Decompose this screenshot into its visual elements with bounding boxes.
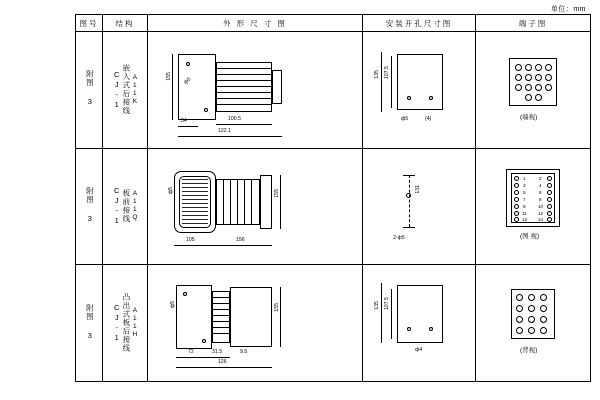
hole-icon-2a bbox=[406, 193, 411, 198]
terminal-view-label-1: (端视) bbox=[520, 114, 538, 121]
fig-no-label-1: 附图 3 bbox=[85, 70, 95, 108]
fin-block-3 bbox=[212, 291, 230, 343]
outline-dim-155-1: 155 bbox=[166, 72, 172, 81]
structure-cell-1 bbox=[103, 32, 148, 149]
hole-dim-131-2: 131 bbox=[415, 184, 421, 194]
dim-line-vert-1 bbox=[172, 54, 173, 120]
terminal-dot bbox=[535, 74, 542, 81]
outline-cell-2 bbox=[148, 148, 363, 265]
fig-no-label-2: 附图 3 bbox=[85, 186, 95, 224]
outline-cell-3 bbox=[148, 265, 363, 382]
terminal-dot bbox=[545, 64, 552, 71]
front-plate-outline-3 bbox=[176, 285, 212, 349]
body-rib-1e bbox=[216, 92, 272, 93]
hole-drawing-2 bbox=[363, 149, 475, 265]
terminal-dot bbox=[547, 176, 552, 181]
fin-3b bbox=[212, 303, 230, 304]
outline-dim-95-3: 9.5 bbox=[240, 349, 248, 356]
hole-dim-phi5-1: ф5 bbox=[401, 116, 409, 122]
structure-desc-1: 嵌入式后接线 bbox=[121, 64, 131, 116]
terminal-dot bbox=[514, 204, 519, 209]
hole-top-mark-2 bbox=[403, 175, 415, 176]
body-rib-2a bbox=[223, 179, 224, 225]
dim-line-1221-1 bbox=[178, 136, 282, 137]
terminal-number: 2 bbox=[539, 175, 542, 181]
outline-dim-phi5-2: ф5 bbox=[168, 186, 174, 194]
body-rib-1g bbox=[216, 104, 272, 105]
dim-line-105-2 bbox=[174, 245, 216, 246]
spec-table bbox=[75, 14, 591, 382]
hole-dim-qty-1: (4) bbox=[425, 116, 432, 122]
body-rib-2e bbox=[251, 179, 252, 225]
hole-cell-1 bbox=[363, 32, 476, 149]
fig-no-cell-3 bbox=[76, 265, 103, 382]
hole-dim-135-1: 135 bbox=[374, 70, 380, 79]
body-outline-3 bbox=[230, 287, 272, 347]
terminal-dot bbox=[515, 74, 522, 81]
terminal-dot bbox=[535, 94, 542, 101]
header-outline: 外 形 尺 寸 图 bbox=[148, 15, 363, 32]
terminal-number: 7 bbox=[523, 196, 526, 202]
hole-dim-135-3: 135 bbox=[374, 301, 380, 310]
terminal-dot bbox=[535, 64, 542, 71]
table-header bbox=[76, 15, 591, 32]
terminal-number: 6 bbox=[539, 189, 542, 195]
hole-dim-line-135-1 bbox=[381, 52, 382, 112]
table-body bbox=[76, 32, 591, 382]
hole-dim-1075-1: 107.5 bbox=[384, 66, 390, 79]
body-rib-1f bbox=[216, 98, 272, 99]
hole-drawing-1 bbox=[363, 32, 475, 148]
header-terminal: 端子图 bbox=[476, 15, 591, 32]
dim-line-315-3 bbox=[212, 357, 230, 358]
body-rib-1c bbox=[216, 80, 272, 81]
hole-dim-phi4-3: ф4 bbox=[415, 347, 423, 354]
terminal-number: 5 bbox=[523, 189, 526, 195]
terminal-dot bbox=[514, 190, 519, 195]
terminal-dot bbox=[525, 84, 532, 91]
hole-outline-3 bbox=[397, 285, 443, 343]
terminal-dot bbox=[545, 84, 552, 91]
terminal-number: 9 bbox=[523, 203, 526, 209]
dim-line-155-2 bbox=[280, 175, 281, 229]
case-hatch-2 bbox=[182, 179, 208, 225]
terminal-view-label-2: (图 视) bbox=[520, 232, 540, 240]
structure-model-3: CJ-1 bbox=[112, 303, 122, 344]
structure-desc-3: 凸出式板后接线 bbox=[121, 293, 131, 353]
terminal-cell-3 bbox=[476, 265, 591, 382]
structure-cell-3 bbox=[103, 265, 148, 382]
hole-icon-1b bbox=[429, 96, 433, 100]
header-structure: 结构 bbox=[103, 15, 148, 32]
fin-3e bbox=[212, 321, 230, 322]
terminal-number: 13 bbox=[522, 216, 528, 222]
outline-dim-155-2: 155 bbox=[274, 188, 280, 198]
terminal-dot bbox=[525, 74, 532, 81]
fin-3c bbox=[212, 309, 230, 310]
terminal-dot bbox=[535, 84, 542, 91]
structure-desc-2: 板前接线 bbox=[121, 189, 131, 224]
terminal-dot bbox=[514, 176, 519, 181]
outline-drawing-2 bbox=[148, 149, 362, 265]
terminal-block-1 bbox=[272, 70, 282, 104]
table-header-row bbox=[76, 15, 591, 32]
fig-no-cell-2 bbox=[76, 148, 103, 265]
header-hole: 安装开孔尺寸图 bbox=[363, 15, 476, 32]
dim-line-156-2 bbox=[216, 245, 272, 246]
outline-dim-1005-1: 100.5 bbox=[228, 116, 241, 122]
hole-dim-2phi5-2: 2-ф5 bbox=[393, 234, 405, 241]
terminal-dot bbox=[547, 217, 552, 222]
mount-hole-icon-1a bbox=[186, 62, 190, 66]
terminal-view-label-3: (背视) bbox=[520, 347, 538, 355]
terminal-number: 11 bbox=[522, 210, 527, 216]
outline-dim-phi5-3: ф5 bbox=[170, 301, 176, 309]
terminal-dot bbox=[547, 197, 552, 202]
hole-cell-2 bbox=[363, 148, 476, 265]
body-rib-1d bbox=[216, 86, 272, 87]
terminal-dot bbox=[545, 74, 552, 81]
hole-bottom-mark-2 bbox=[403, 227, 415, 228]
terminal-dot bbox=[547, 211, 552, 216]
hole-outline-1 bbox=[397, 54, 443, 110]
outline-cell-1 bbox=[148, 32, 363, 149]
terminal-cell-2 bbox=[476, 148, 591, 265]
terminal-number: 8 bbox=[539, 196, 542, 202]
terminal-cell-1 bbox=[476, 32, 591, 149]
body-rib-2c bbox=[237, 179, 238, 225]
fin-3g bbox=[212, 333, 230, 334]
table-row bbox=[76, 148, 591, 265]
terminal-dot bbox=[514, 183, 519, 188]
terminal-dot bbox=[514, 197, 519, 202]
outline-dim-315-3: 31.5 bbox=[212, 349, 223, 356]
hole-icon-1a bbox=[407, 96, 411, 100]
outline-dim-155-3: 155 bbox=[274, 303, 280, 312]
fig-no-cell-1 bbox=[76, 32, 103, 149]
terminal-dot bbox=[515, 84, 522, 91]
hole-centerline-2 bbox=[409, 175, 410, 227]
dim-line-72-3 bbox=[176, 357, 212, 358]
structure-code-2: A11Q bbox=[131, 190, 139, 223]
dim-line-34-1 bbox=[178, 126, 198, 127]
outline-dim-72-3: 72 bbox=[188, 349, 194, 356]
outline-dim-1221-1: 122.1 bbox=[218, 128, 231, 134]
outline-drawing-1 bbox=[148, 32, 362, 148]
terminal-number: 10 bbox=[538, 203, 544, 209]
outline-dim-126-3: 126 bbox=[218, 359, 227, 366]
end-cap-2 bbox=[260, 175, 272, 229]
terminal-drawing-2 bbox=[476, 149, 590, 265]
hole-dim-line-1075-1 bbox=[391, 56, 392, 108]
terminal-dot bbox=[515, 64, 522, 71]
hole-cell-3 bbox=[363, 265, 476, 382]
outline-dim-105-2: 105 bbox=[186, 236, 195, 243]
table-row bbox=[76, 32, 591, 149]
outline-dim-34-1: 34 bbox=[181, 118, 187, 124]
terminal-number: 12 bbox=[538, 210, 544, 216]
structure-model-2: CJ-1 bbox=[112, 186, 122, 227]
outline-drawing-3 bbox=[148, 265, 362, 381]
fin-3d bbox=[212, 315, 230, 316]
fig-no-label-3: 附图 3 bbox=[85, 303, 95, 341]
structure-code-1: A11K bbox=[131, 73, 139, 106]
terminal-dot bbox=[547, 190, 552, 195]
fin-3a bbox=[212, 297, 230, 298]
terminal-number: 3 bbox=[523, 182, 526, 188]
header-fig-no: 图号 bbox=[76, 15, 103, 32]
dim-line-155-3 bbox=[280, 287, 281, 347]
terminal-number: 14 bbox=[538, 216, 544, 222]
table-row bbox=[76, 265, 591, 382]
terminal-dot bbox=[547, 183, 552, 188]
hole-dim-1075-3: 107.5 bbox=[384, 297, 390, 311]
terminal-dot bbox=[525, 94, 532, 101]
body-rib-2b bbox=[230, 179, 231, 225]
hole-dim-line-135-3 bbox=[381, 283, 382, 343]
terminal-number: 4 bbox=[539, 182, 542, 188]
terminal-dot bbox=[514, 217, 519, 222]
terminal-dot bbox=[525, 64, 532, 71]
mount-hole-icon-1b bbox=[204, 108, 208, 112]
terminal-number: 1 bbox=[523, 175, 526, 181]
unit-note: 单位：mm bbox=[550, 6, 586, 13]
terminal-dot bbox=[514, 211, 519, 216]
hole-dim-line-1075-3 bbox=[391, 289, 392, 339]
body-rib-1a bbox=[216, 68, 272, 69]
structure-cell-2 bbox=[103, 148, 148, 265]
dim-line-126-3 bbox=[176, 367, 272, 368]
outline-dim-156-2: 156 bbox=[236, 236, 245, 243]
body-rib-1b bbox=[216, 74, 272, 75]
front-plate-outline-1 bbox=[178, 54, 216, 120]
fin-3f bbox=[212, 327, 230, 328]
terminal-drawing-3 bbox=[476, 265, 590, 381]
body-rib-2d bbox=[244, 179, 245, 225]
terminal-dot bbox=[547, 204, 552, 209]
terminal-drawing-1 bbox=[476, 32, 590, 148]
structure-code-3: A11H bbox=[131, 307, 139, 340]
structure-model-1: CJ-1 bbox=[112, 69, 122, 110]
hole-drawing-3 bbox=[363, 265, 475, 381]
dim-line-1005-1 bbox=[216, 124, 272, 125]
outline-dim-phi5-1: ф5 bbox=[182, 76, 193, 86]
